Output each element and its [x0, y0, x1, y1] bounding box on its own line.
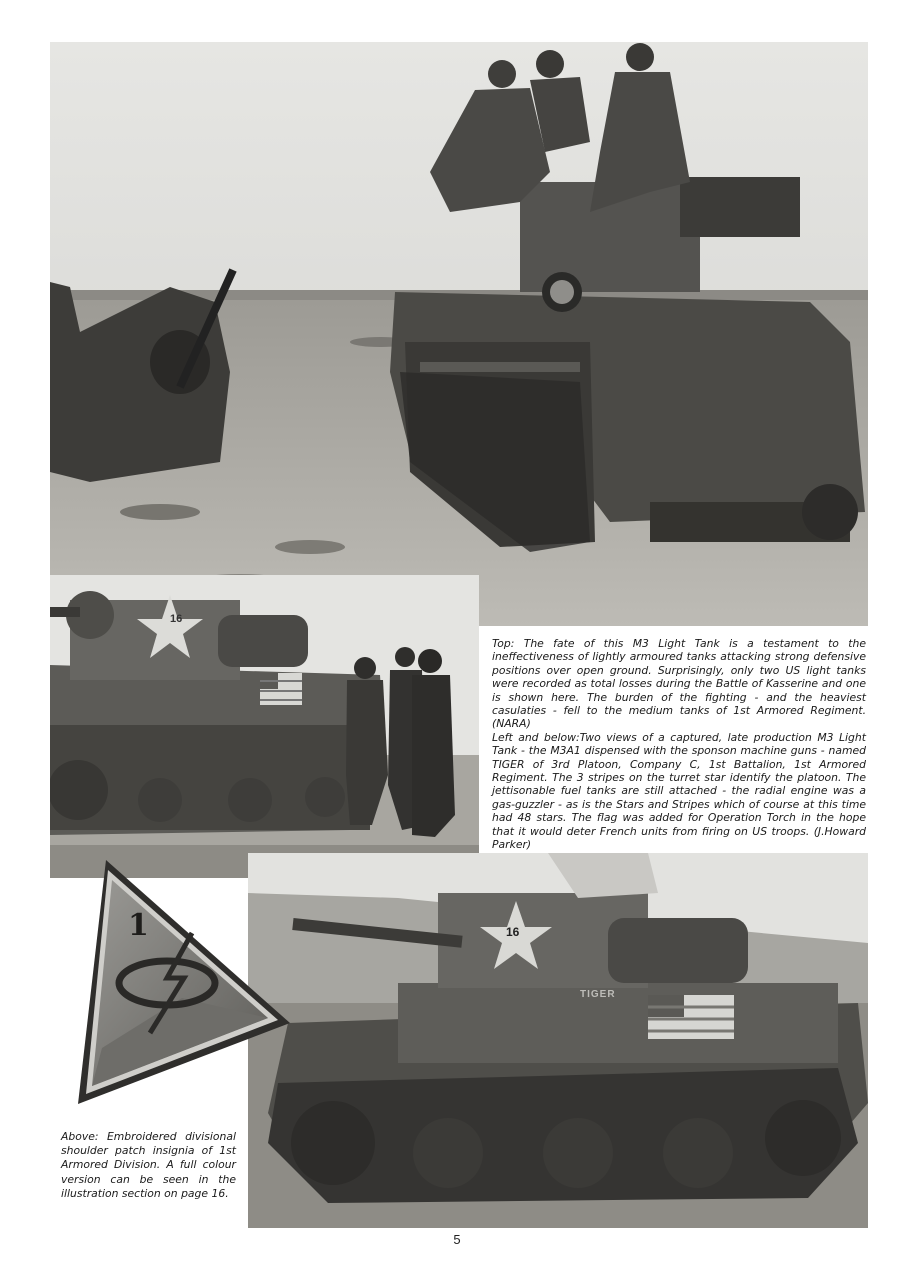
patch-numeral: 1	[128, 908, 149, 943]
bottom-photo-tiger-tank	[248, 853, 868, 1228]
turret-number-bottom: 16	[506, 925, 520, 939]
hull-name-marking: TIGER	[580, 989, 616, 1000]
main-caption	[492, 637, 866, 852]
middle-photo-captured-tank	[50, 575, 479, 878]
caption-two-views: Left and below:Two views of a captured, late production M3 Light Tank - the M3A1 dispensed with the sponson machine guns - named TIGER of 3rd Platoon, Company C, 1st Battalion, 1st Armored Regiment. The 3 stripes on the turret star identify the platoon. The jettisonable fuel tanks are still attached - the radial engine was a gas-guzzler - as is the Stars and Stripes which of course at this time had 48 stars. The flag was added for Operation Torch in the hope that it would deter French units from firing on US troops. (J.Howard Parker)	[492, 730, 866, 852]
caption-top-photo: Top: The fate of this M3 Light Tank is a testament to the ineffectiveness of lightly armoured tanks attacking strong defensive positions over open ground. Surprisingly, only two US light tanks were recorded as total losses during the Battle of Kasserine and one is shown here. The burden of the fighting - and the heaviest casulaties - fell to the medium tanks of 1st Armored Regiment. (NARA)	[492, 637, 866, 731]
page-number: 5	[453, 1232, 461, 1247]
caption-patch: Above: Embroidered divisional shoulder patch insignia of 1st Armored Division. A full colour version can be seen in the illustration section on page 16.	[61, 1130, 236, 1200]
top-photo-destroyed-tank	[50, 42, 868, 626]
turret-number-left: 16	[170, 613, 183, 625]
armored-division-patch	[72, 858, 292, 1108]
patch-caption	[61, 1130, 236, 1201]
